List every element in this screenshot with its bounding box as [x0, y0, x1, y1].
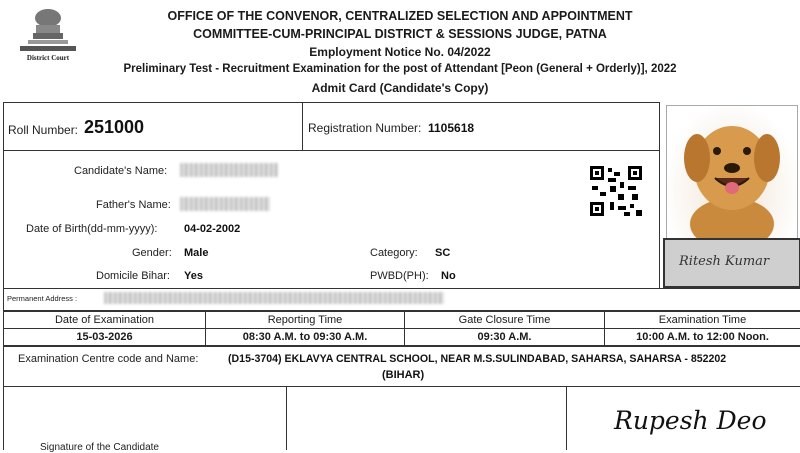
value-examination-time: 10:00 A.M. to 12:00 Noon.: [636, 331, 769, 343]
candidate-photo: [666, 105, 798, 239]
pwbd-value: No: [441, 270, 456, 282]
header-gate-closure-time: Gate Closure Time: [458, 314, 551, 326]
father-name-redacted: [180, 197, 270, 211]
value-gate-closure-time: 09:30 A.M.: [477, 331, 532, 343]
header-date-of-examination: Date of Examination: [54, 314, 155, 326]
permanent-address-label: Permanent Address :: [7, 294, 78, 303]
dob-label: Date of Birth(dd-mm-yyyy):: [26, 223, 158, 235]
header-reporting-time: Reporting Time: [267, 314, 343, 326]
category-label: Category:: [370, 247, 418, 259]
value-reporting-time: 08:30 A.M. to 09:30 A.M.: [242, 331, 368, 343]
pwbd-label: PWBD(PH):: [370, 270, 429, 282]
authority-signature: Rupesh Deo: [614, 406, 767, 435]
domicile-value: Yes: [184, 270, 203, 282]
exam-centre-label: Examination Centre code and Name:: [18, 353, 199, 365]
gender-value: Male: [184, 247, 209, 259]
candidate-signature-label: Signature of the Candidate: [40, 442, 159, 453]
domicile-label: Domicile Bihar:: [96, 270, 170, 282]
header-examination-time: Examination Time: [658, 314, 747, 326]
photo-signature-box: [663, 238, 800, 288]
emblem-caption: District Court: [26, 54, 70, 62]
exam-centre-line1: (D15-3704) EKLAVYA CENTRAL SCHOOL, NEAR M.S.SULINDABAD, SAHARSA, SAHARSA - 852202: [228, 353, 727, 365]
exam-centre-line2: (BIHAR): [382, 369, 425, 381]
registration-number-label: Registration Number:: [308, 121, 422, 135]
roll-number-value: 251000: [84, 117, 145, 137]
header-committee: COMMITTEE-CUM-PRINCIPAL DISTRICT & SESSIONS JUDGE, PATNA: [193, 27, 607, 41]
dob-value: 04-02-2002: [184, 223, 241, 235]
header-office: OFFICE OF THE CONVENOR, CENTRALIZED SELECTION AND APPOINTMENT: [167, 9, 633, 23]
header-exam-title: Preliminary Test - Recruitment Examination for the post of Attendant [Peon (General + Orderly)], 2022: [123, 63, 677, 75]
photo-signature-text: Ritesh Kumar: [679, 254, 770, 269]
registration-number-value: 1105618: [428, 121, 475, 135]
roll-number-label: Roll Number:: [8, 123, 79, 137]
gender-label: Gender:: [132, 247, 172, 259]
candidate-name-redacted: [180, 163, 278, 177]
father-name-label: Father's Name:: [96, 199, 171, 211]
header-notice: Employment Notice No. 04/2022: [309, 45, 491, 59]
permanent-address-redacted: [104, 292, 444, 304]
header-admit-card: Admit Card (Candidate's Copy): [311, 81, 489, 95]
category-value: SC: [435, 247, 451, 259]
value-date-of-examination: 15-03-2026: [76, 331, 133, 343]
candidate-name-label: Candidate's Name:: [74, 165, 168, 177]
qr-code-icon: [590, 166, 642, 216]
dog-photo-icon: [667, 106, 797, 238]
